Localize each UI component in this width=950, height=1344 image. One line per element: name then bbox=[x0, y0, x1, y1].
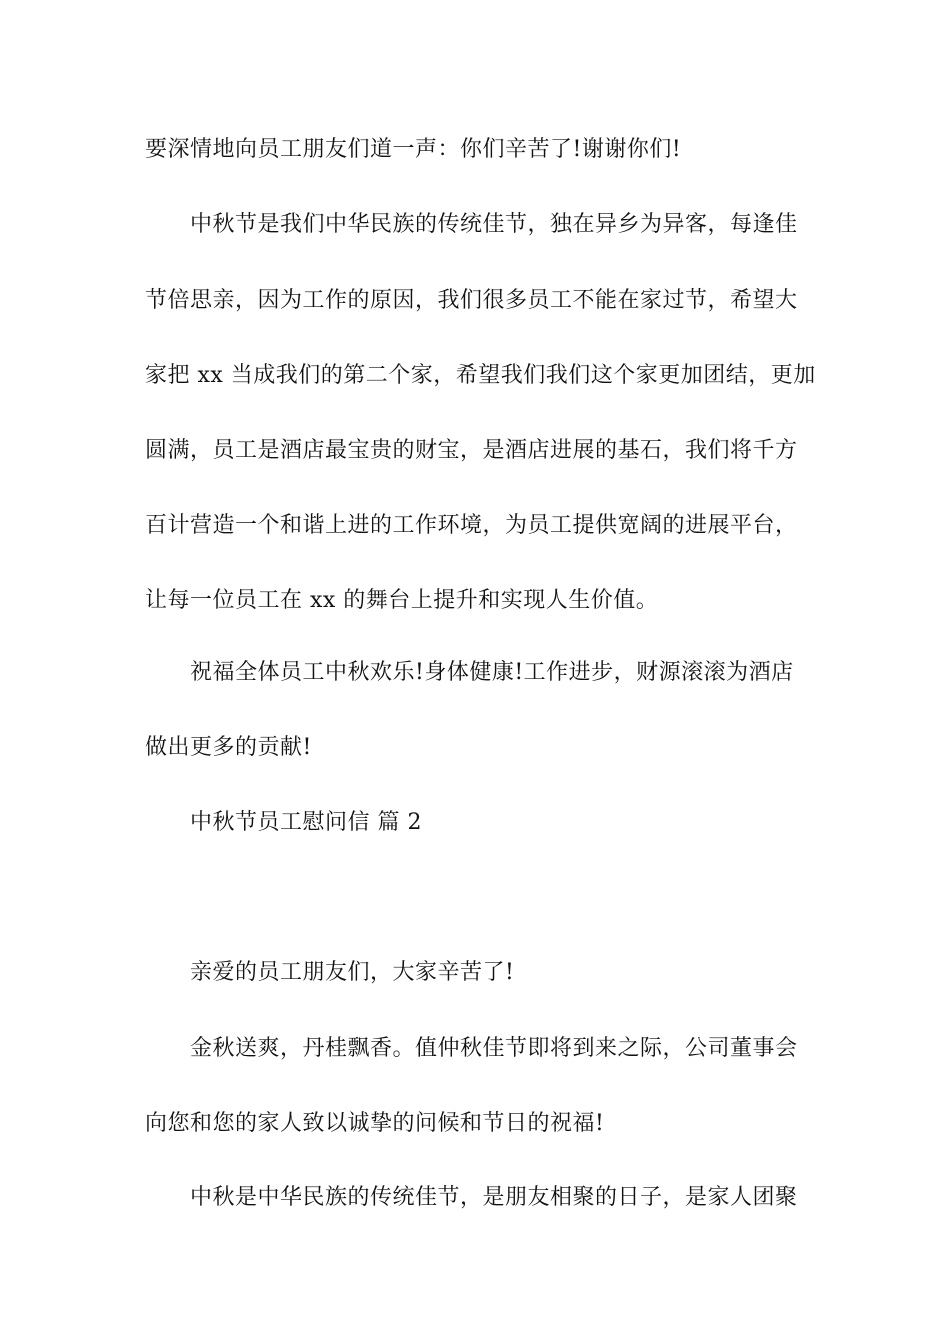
salutation-line: 亲爱的员工朋友们，大家辛苦了! bbox=[190, 960, 515, 985]
text-line-9: 做出更多的贡献! bbox=[145, 735, 312, 760]
text-line-7: 让每一位员工在 xx 的舞台上提升和实现人生价值。 bbox=[145, 588, 659, 613]
text-line-13: 向您和您的家人致以诚挚的问候和节日的祝福! bbox=[145, 1111, 605, 1136]
text-line-1: 要深情地向员工朋友们道一声：你们辛苦了!谢谢你们! bbox=[145, 137, 682, 162]
paragraph-start-line-8: 祝福全体员工中秋欢乐!身体健康!工作进步，财源滚滚为酒店 bbox=[190, 660, 794, 685]
text-line-5: 圆满，员工是酒店最宝贵的财宝，是酒店进展的基石，我们将千方 bbox=[145, 438, 798, 463]
paragraph-start-line-14: 中秋是中华民族的传统佳节，是朋友相聚的日子，是家人团聚 bbox=[190, 1185, 798, 1210]
section-heading: 中秋节员工慰问信 篇 2 bbox=[190, 810, 422, 835]
paragraph-start-line-12: 金秋送爽，丹桂飘香。值仲秋佳节即将到来之际，公司董事会 bbox=[190, 1036, 798, 1061]
text-line-6: 百计营造一个和谐上进的工作环境，为员工提供宽阔的进展平台， bbox=[145, 513, 798, 538]
text-line-4: 家把 xx 当成我们的第二个家，希望我们我们这个家更加团结，更加 bbox=[145, 363, 816, 388]
paragraph-start-line-2: 中秋节是我们中华民族的传统佳节，独在异乡为异客，每逢佳 bbox=[190, 212, 798, 237]
text-line-3: 节倍思亲，因为工作的原因，我们很多员工不能在家过节，希望大 bbox=[145, 288, 798, 313]
